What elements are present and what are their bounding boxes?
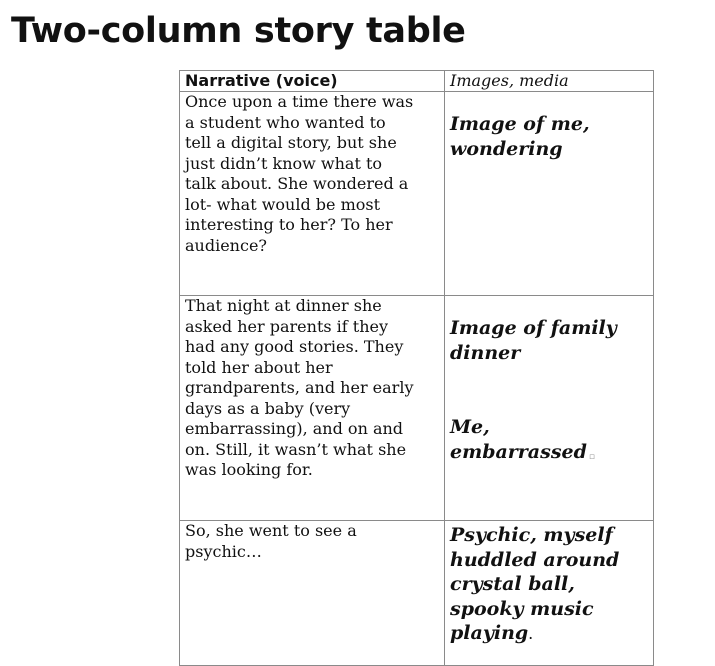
media-cell [445, 92, 654, 296]
table-header-row [180, 71, 654, 92]
spacer [450, 365, 648, 415]
table-row [180, 92, 654, 296]
media-cell [445, 296, 654, 521]
narrative-text: That night at dinner she asked her parents if they had any good stories. They told her about her grandparents, and her early days as a baby (very embarrassing), and on and on. Still, it wasn’t what she was looking for. [185, 296, 414, 479]
table-row [180, 521, 654, 666]
narrative-text: So, she went to see a psychic… [185, 521, 357, 561]
narrative-cell [180, 92, 445, 296]
header-images: Images, media [445, 71, 654, 92]
media-note [450, 415, 648, 469]
story-table [179, 70, 654, 666]
page-title: Two-column story table [11, 11, 466, 51]
formatting-mark-icon: ▫ [588, 451, 595, 462]
media-note: Image of me, wondering [450, 113, 590, 160]
media-cell [445, 521, 654, 666]
narrative-cell [180, 521, 445, 666]
media-note [450, 523, 648, 647]
narrative-text: Once upon a time there was a student who wanted to tell a digital story, but she just didn’t know what to talk about. She wondered a lot- what would be most interesting to her? To her audience? [185, 92, 414, 255]
media-note-text: Psychic, myself huddled around crystal ball, spooky music playing [450, 524, 620, 644]
trailing-period: . [528, 624, 534, 643]
media-note: Image of family dinner [450, 317, 617, 364]
media-note-text: Me, embarrassed [450, 416, 587, 463]
narrative-cell [180, 296, 445, 521]
header-narrative: Narrative (voice) [180, 71, 445, 92]
table-row [180, 296, 654, 521]
